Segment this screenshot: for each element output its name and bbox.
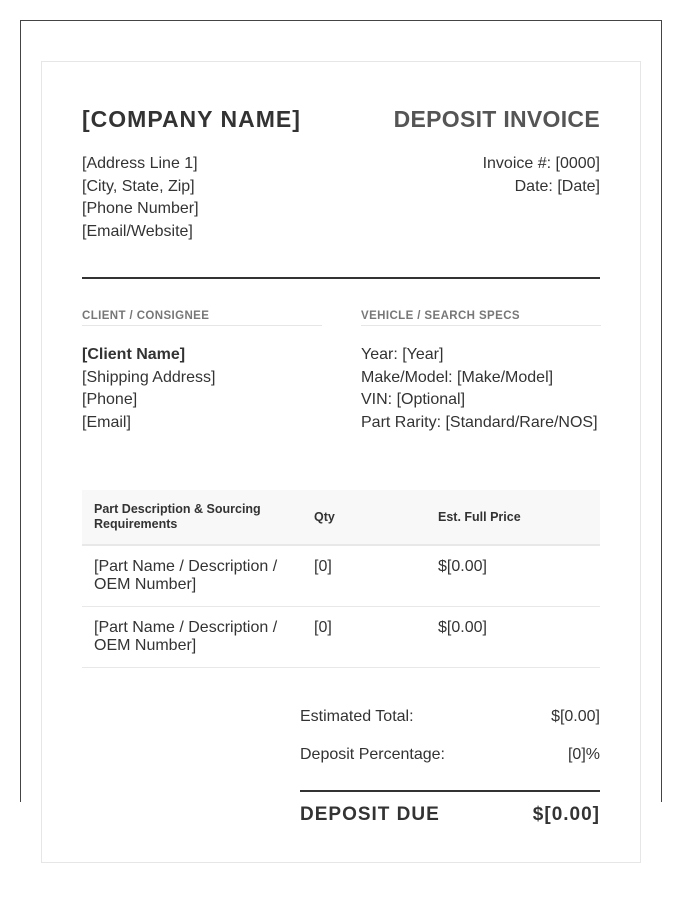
column-header-qty: Qty — [302, 490, 426, 545]
deposit-due-label: DEPOSIT DUE — [300, 804, 440, 825]
part-qty: [0] — [302, 607, 426, 668]
table-header-row — [82, 490, 600, 545]
client-shipping-address: [Shipping Address] — [82, 368, 216, 386]
part-description: [Part Name / Description / OEM Number] — [82, 607, 302, 668]
client-email: [Email] — [82, 413, 131, 431]
company-name: [COMPANY NAME] — [82, 106, 301, 132]
deposit-percentage-row — [300, 746, 600, 784]
estimated-total-label: Estimated Total: — [300, 708, 414, 725]
estimated-total-value: $[0.00] — [551, 708, 600, 725]
vehicle-section — [361, 310, 601, 434]
table-row — [82, 545, 600, 607]
address-email-website: [Email/Website] — [82, 222, 193, 240]
deposit-percentage-value: [0]% — [567, 746, 600, 763]
address-city-state-zip: [City, State, Zip] — [82, 177, 195, 195]
part-rarity: Part Rarity: [Standard/Rare/NOS] — [361, 413, 598, 431]
part-price: $[0.00] — [426, 607, 600, 668]
client-section — [82, 310, 322, 434]
vehicle-section-heading: VEHICLE / SEARCH SPECS — [361, 310, 601, 326]
document-viewport — [20, 20, 662, 825]
column-header-description: Part Description & Sourcing Requirements — [82, 490, 302, 545]
company-address — [82, 153, 199, 243]
totals-divider — [300, 790, 600, 792]
vehicle-year: Year: [Year] — [361, 346, 444, 363]
deposit-due-row — [300, 804, 600, 826]
totals-block — [300, 708, 600, 826]
vehicle-vin: VIN: [Optional] — [361, 391, 466, 408]
part-qty: [0] — [302, 545, 426, 607]
client-phone: [Phone] — [82, 391, 138, 408]
client-section-heading: CLIENT / CONSIGNEE — [82, 310, 322, 326]
invoice-date: Date: [Date] — [514, 177, 600, 195]
address-line-1: [Address Line 1] — [82, 155, 198, 172]
vehicle-details — [361, 344, 601, 434]
header-divider — [82, 277, 600, 279]
deposit-due-value: $[0.00] — [532, 804, 600, 825]
estimated-total-row — [300, 708, 600, 746]
invoice-number: Invoice #: [0000] — [482, 155, 600, 172]
vehicle-make-model: Make/Model: [Make/Model] — [361, 368, 554, 386]
invoice-sheet — [41, 61, 641, 863]
client-name: [Client Name] — [82, 346, 186, 363]
deposit-percentage-label: Deposit Percentage: — [300, 746, 445, 763]
table-row — [82, 607, 600, 668]
address-phone: [Phone Number] — [82, 200, 199, 217]
parts-table — [82, 490, 600, 668]
client-details — [82, 344, 322, 434]
document-title: DEPOSIT INVOICE — [393, 106, 600, 132]
part-description: [Part Name / Description / OEM Number] — [82, 545, 302, 607]
part-price: $[0.00] — [426, 545, 600, 607]
column-header-price: Est. Full Price — [426, 490, 600, 545]
invoice-meta — [483, 153, 600, 198]
